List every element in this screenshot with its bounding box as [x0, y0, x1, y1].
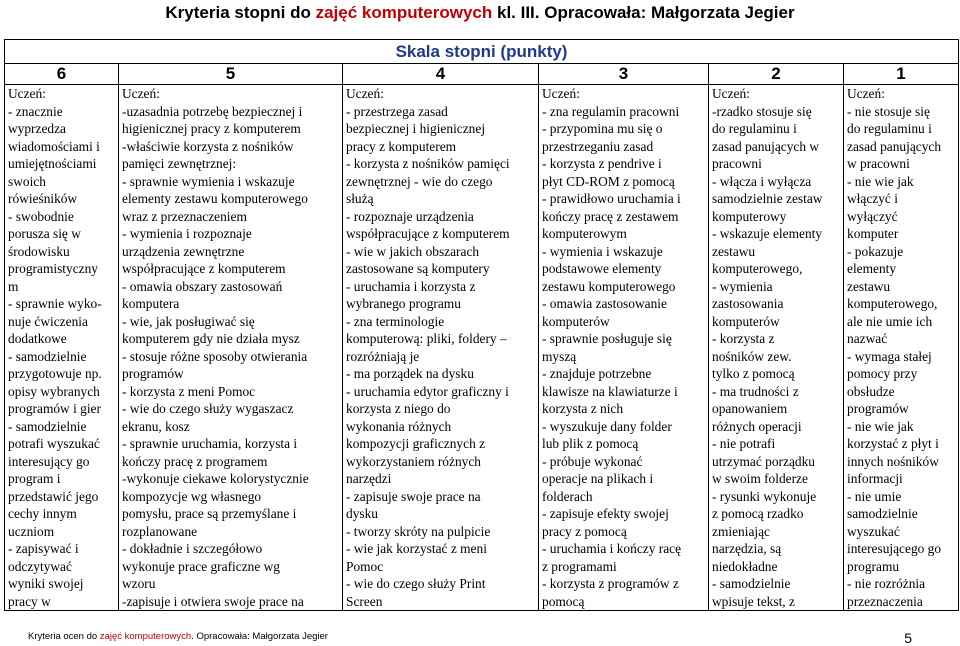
- criteria-line: - nie stosuje się: [847, 103, 930, 119]
- grade-2: 2: [709, 64, 844, 85]
- criteria-line: - przestrzega zasad: [346, 103, 448, 119]
- criteria-line: programów: [847, 401, 909, 416]
- criteria-line: - zna terminologie: [346, 313, 445, 329]
- criteria-line: samodzielnie zestaw: [712, 191, 823, 206]
- criteria-line: potrafi wyszukać: [8, 436, 100, 451]
- criteria-line: - uruchamia i kończy racę: [542, 541, 682, 556]
- footer-part2: . Opracowała: Małgorzata Jegier: [191, 631, 328, 642]
- criteria-line: w swoim folderze: [712, 471, 808, 486]
- criteria-line: wybranego programu: [346, 296, 461, 311]
- grade-5: 5: [119, 64, 343, 85]
- criteria-line: korzystać z płyt i: [847, 436, 939, 451]
- criteria-line: komputerowym: [542, 226, 627, 241]
- criteria-line: nazwać: [847, 331, 888, 346]
- criteria-line: - wymienia: [712, 278, 773, 294]
- criteria-line: wykorzystaniem różnych: [346, 453, 481, 469]
- criteria-line: pracowni: [712, 156, 762, 171]
- criteria-line: utrzymać porządku: [712, 453, 815, 469]
- criteria-line: program i: [8, 471, 61, 486]
- criteria-line: wyłączyć: [847, 208, 898, 224]
- scale-heading: Skala stopni (punkty): [5, 40, 959, 64]
- criteria-line: komputer: [847, 226, 899, 241]
- criteria-line: - wymienia i wskazuje: [542, 243, 663, 259]
- criteria-line: swoich: [8, 173, 46, 189]
- criteria-line: wpisuje tekst, z: [712, 593, 795, 609]
- criteria-line: bezpiecznej i higienicznej: [346, 121, 486, 136]
- criteria-line: przedstawić jego: [8, 488, 99, 504]
- criteria-line: dysku: [346, 506, 378, 521]
- criteria-line: - próbuje wykonać: [542, 453, 643, 469]
- criteria-cell-grade-1: [844, 85, 959, 611]
- criteria-line: - samodzielnie: [8, 348, 87, 364]
- criteria-line: - rysunki wykonuje: [712, 488, 817, 504]
- criteria-line: porusza się w: [8, 226, 81, 241]
- criteria-line: komputerowego,: [712, 261, 803, 276]
- criteria-line: ekranu, kosz: [122, 418, 190, 434]
- criteria-line: - omawia obszary zastosowań: [122, 278, 283, 294]
- criteria-line: rozplanowane: [122, 523, 198, 539]
- criteria-line: - nie potrafi: [712, 436, 776, 451]
- criteria-line: współpracujące z komputerem: [346, 226, 510, 241]
- criteria-line: - włącza i wyłącza: [712, 173, 812, 189]
- criteria-line: interesujący go: [8, 453, 90, 469]
- criteria-line: - dokładnie i szczegółowo: [122, 541, 263, 556]
- criteria-line: komputerów: [712, 313, 780, 329]
- criteria-line: zasad panujących w: [712, 138, 820, 154]
- criteria-line: - wskazuje elementy: [712, 226, 823, 241]
- footer-part1: Kryteria ocen do: [28, 631, 100, 642]
- criteria-line: do regulaminu i: [712, 121, 797, 136]
- criteria-line: - ma porządek na dysku: [346, 366, 474, 381]
- criteria-line: opanowaniem: [712, 401, 788, 416]
- criteria-line: środowisku: [8, 243, 70, 259]
- criteria-line: Pomoc: [346, 558, 384, 574]
- criteria-line: kompozycji graficznych z: [346, 436, 486, 451]
- cell-header: Uczeń:: [847, 86, 885, 101]
- criteria-line: pracy z komputerem: [346, 138, 457, 154]
- criteria-line: obsłudze: [847, 383, 895, 399]
- criteria-line: kończy pracę z programem: [122, 453, 268, 469]
- criteria-line: pomysłu, prace są przemyślane i: [122, 506, 297, 521]
- criteria-line: - tworzy skróty na pulpicie: [346, 523, 491, 539]
- page-number: 5: [904, 630, 912, 646]
- criteria-cell-grade-6: [5, 85, 119, 611]
- criteria-line: -wykonuje ciekawe kolorystycznie: [122, 471, 309, 486]
- criteria-line: niedokładne: [712, 558, 778, 574]
- criteria-line: przeznaczenia: [847, 593, 923, 609]
- criteria-line: nośników zew.: [712, 348, 792, 364]
- criteria-line: pomocy przy: [847, 366, 918, 381]
- criteria-line: cechy innym: [8, 506, 77, 521]
- criteria-line: - uruchamia edytor graficzny i: [346, 383, 509, 399]
- criteria-line: - omawia zastosowanie: [542, 296, 667, 311]
- criteria-line: elementy: [847, 261, 897, 276]
- criteria-line: komputerem gdy nie działa mysz: [122, 331, 300, 346]
- criteria-line: - korzysta z: [712, 331, 775, 346]
- grade-3: 3: [539, 64, 709, 85]
- cell-header: Uczeń:: [8, 86, 46, 101]
- criteria-line: współpracujące z komputerem: [122, 261, 286, 276]
- criteria-line: zastosowane są komputery: [346, 261, 490, 276]
- criteria-line: opisy wybranych: [8, 383, 100, 399]
- criteria-line: do regulaminu i: [847, 121, 932, 136]
- criteria-line: komputerowy: [712, 208, 787, 224]
- criteria-line: elementy zestawu komputerowego: [122, 191, 308, 206]
- criteria-line: wyprzedza: [8, 121, 66, 136]
- criteria-line: - wymaga stałej: [847, 348, 932, 364]
- criteria-cell-grade-4: [343, 85, 539, 611]
- criteria-line: zestawu komputerowego: [542, 278, 676, 294]
- criteria-line: włączyć i: [847, 191, 898, 206]
- criteria-line: programów i gier: [8, 401, 101, 416]
- criteria-line: - wie do czego służy wygaszacz: [122, 401, 294, 416]
- title-part1: Kryteria stopni do: [165, 3, 316, 22]
- criteria-line: korzysta z nich: [542, 401, 624, 416]
- criteria-line: - przypomina mu się o: [542, 121, 663, 136]
- criteria-line: innych nośników: [847, 453, 939, 469]
- criteria-line: - sprawnie uruchamia, korzysta i: [122, 436, 298, 451]
- criteria-line: - nie wie jak: [847, 418, 914, 434]
- criteria-line: wykonuje prace graficzne wg: [122, 558, 281, 574]
- criteria-line: - samodzielnie: [712, 576, 791, 591]
- criteria-line: - samodzielnie: [8, 418, 87, 434]
- criteria-line: - uruchamia i korzysta z: [346, 278, 476, 294]
- criteria-line: służą: [346, 191, 374, 206]
- criteria-line: wzoru: [122, 576, 156, 591]
- criteria-line: zewnętrznej - wie do czego: [346, 173, 493, 189]
- title-part2: kl. III. Opracowała: Małgorzata Jegier: [492, 3, 795, 22]
- criteria-line: zestawu: [712, 243, 756, 259]
- criteria-line: - korzysta z pendrive i: [542, 156, 662, 171]
- criteria-line: - nie umie: [847, 488, 902, 504]
- criteria-line: kończy pracę z zestawem: [542, 208, 679, 224]
- criteria-line: - znajduje potrzebne: [542, 366, 652, 381]
- criteria-line: pracy z pomocą: [542, 523, 627, 539]
- criteria-line: z pomocą rzadko: [712, 506, 804, 521]
- criteria-line: - sprawnie posługuje się: [542, 331, 672, 346]
- criteria-line: płyt CD-ROM z pomocą: [542, 173, 675, 189]
- criteria-line: wiadomościami i: [8, 138, 100, 154]
- criteria-line: rozróżniają je: [346, 348, 420, 364]
- criteria-line: operacje na plikach i: [542, 471, 654, 486]
- criteria-line: wyniki swojej: [8, 576, 84, 591]
- grade-6: 6: [5, 64, 119, 85]
- criteria-line: - korzysta z nośników pamięci: [346, 156, 510, 171]
- criteria-cell-grade-2: [709, 85, 844, 611]
- criteria-line: -uzasadnia potrzebę bezpiecznej i: [122, 103, 303, 119]
- page-footer: [28, 631, 328, 642]
- criteria-line: różnych operacji: [712, 418, 802, 434]
- criteria-line: - wyszukuje dany folder: [542, 418, 672, 434]
- criteria-line: myszą: [542, 348, 577, 364]
- cell-header: Uczeń:: [122, 86, 160, 101]
- criteria-line: - prawidłowo uruchamia i: [542, 191, 681, 206]
- criteria-line: - pokazuje: [847, 243, 904, 259]
- criteria-line: narzędzia, są: [712, 541, 782, 556]
- criteria-line: - wie, jak posługiwać się: [122, 313, 255, 329]
- criteria-line: - wie do czego służy Print: [346, 576, 486, 591]
- criteria-line: umiejętnościami: [8, 156, 97, 171]
- criteria-line: - korzysta z programów z: [542, 576, 679, 591]
- criteria-line: - znacznie: [8, 103, 63, 119]
- criteria-line: uczniom: [8, 523, 55, 539]
- criteria-line: odczytywać: [8, 558, 72, 574]
- criteria-line: higienicznej pracy z komputerem: [122, 121, 301, 136]
- criteria-line: komputerową: pliki, foldery –: [346, 331, 507, 346]
- criteria-line: - zapisuje swoje prace na: [346, 488, 481, 504]
- criteria-line: wyszukać: [847, 523, 900, 539]
- criteria-line: programistyczny: [8, 261, 98, 276]
- criteria-line: urządzenia zewnętrzne: [122, 243, 245, 259]
- criteria-line: zasad panujących: [847, 138, 942, 154]
- criteria-line: - swobodnie: [8, 208, 74, 224]
- criteria-line: komputera: [122, 296, 180, 311]
- criteria-line: narzędzi: [346, 471, 392, 486]
- criteria-line: przygotowuje np.: [8, 366, 102, 381]
- criteria-line: - sprawnie wyko-: [8, 296, 102, 311]
- criteria-line: - wie jak korzystać z meni: [346, 541, 487, 556]
- criteria-line: -rzadko stosuje się: [712, 103, 812, 119]
- criteria-line: -zapisuje i otwiera swoje prace na: [122, 593, 304, 609]
- criteria-line: - zapisywać i: [8, 541, 79, 556]
- criteria-line: przestrzeganiu zasad: [542, 138, 654, 154]
- criteria-line: informacji: [847, 471, 903, 486]
- criteria-line: kompozycje wg własnego: [122, 488, 262, 504]
- grading-table: [4, 39, 959, 611]
- criteria-line: zmieniając: [712, 523, 770, 539]
- criteria-line: - korzysta z meni Pomoc: [122, 383, 256, 399]
- criteria-line: - zapisuje efekty swojej: [542, 506, 669, 521]
- grade-1: 1: [844, 64, 959, 85]
- criteria-line: - sprawnie wymienia i wskazuje: [122, 173, 295, 189]
- criteria-line: lub plik z pomocą: [542, 436, 639, 451]
- criteria-line: - ma trudności z: [712, 383, 799, 399]
- criteria-cell-grade-5: [119, 85, 343, 611]
- footer-accent: zajęć komputerowych: [99, 631, 192, 642]
- criteria-line: zastosowania: [712, 296, 784, 311]
- criteria-line: rówieśników: [8, 191, 78, 206]
- criteria-line: -właściwie korzysta z nośników: [122, 138, 294, 154]
- criteria-line: dodatkowe: [8, 331, 67, 346]
- criteria-line: pamięci zewnętrznej:: [122, 156, 237, 171]
- criteria-line: komputerów: [542, 313, 610, 329]
- criteria-line: komputerowego,: [847, 296, 938, 311]
- criteria-line: pracy w: [8, 593, 51, 609]
- criteria-line: - nie wie jak: [847, 173, 914, 189]
- criteria-line: pomocą: [542, 593, 585, 609]
- criteria-line: m: [8, 278, 19, 294]
- criteria-line: klawisze na klawiaturze i: [542, 383, 678, 399]
- criteria-line: nuje ćwiczenia: [8, 313, 88, 329]
- criteria-line: folderach: [542, 488, 593, 504]
- criteria-line: - stosuje różne sposoby otwierania: [122, 348, 308, 364]
- criteria-line: - zna regulamin pracowni: [542, 103, 680, 119]
- criteria-line: korzysta z niego do: [346, 401, 451, 416]
- criteria-line: zestawu: [847, 278, 891, 294]
- criteria-line: ale nie umie ich: [847, 313, 933, 329]
- criteria-line: - wymienia i rozpoznaje: [122, 226, 252, 241]
- cell-header: Uczeń:: [346, 86, 384, 101]
- grade-4: 4: [343, 64, 539, 85]
- title-accent: zajęć komputerowych: [315, 3, 493, 22]
- criteria-line: - nie rozróżnia: [847, 576, 926, 591]
- criteria-line: programu: [847, 558, 900, 574]
- criteria-line: Screen: [346, 593, 383, 609]
- criteria-line: interesującego go: [847, 541, 942, 556]
- cell-header: Uczeń:: [542, 86, 580, 101]
- criteria-line: podstawowe elementy: [542, 261, 662, 276]
- criteria-line: z programami: [542, 558, 617, 574]
- criteria-cell-grade-3: [539, 85, 709, 611]
- criteria-line: tylko z pomocą: [712, 366, 795, 381]
- document-title: [0, 2, 960, 24]
- criteria-line: programów: [122, 366, 184, 381]
- criteria-line: w pracowni: [847, 156, 910, 171]
- criteria-line: wraz z przeznaczeniem: [122, 208, 247, 224]
- criteria-line: - wie w jakich obszarach: [346, 243, 480, 259]
- criteria-line: - rozpoznaje urządzenia: [346, 208, 474, 224]
- cell-header: Uczeń:: [712, 86, 750, 101]
- criteria-line: samodzielnie: [847, 506, 918, 521]
- criteria-line: wykonania różnych: [346, 418, 452, 434]
